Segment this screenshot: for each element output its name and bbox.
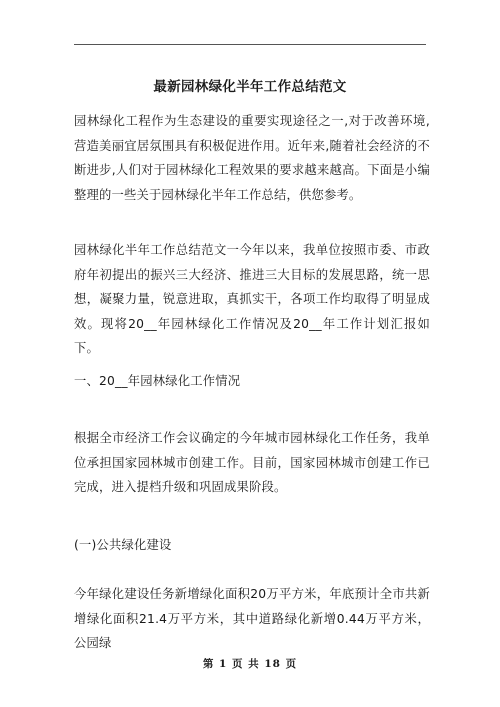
paragraph-subsection-body: 今年绿化建设任务新增绿化面积20万平方米，年底预计全市共新增绿化面积21.4万平方米，其中道路绿化新增0.44万平方米，公园绿 <box>74 587 430 650</box>
paragraph-overview: 园林绿化半年工作总结范文一今年以来，我单位按照市委、市政府年初提出的振兴三大经济、推进三大目标的发展思路，统一思想，凝聚力量，锐意进取，真抓实干，各项工作均取得了明显成效。现将20__年园林绿化工作情况及20__年工作计划汇报如下。 <box>74 243 430 355</box>
page-footer: 第 1 页 共 18 页 <box>202 658 298 670</box>
document-title: 最新园林绿化半年工作总结范文 <box>153 79 347 95</box>
paragraph-intro: 园林绿化工程作为生态建设的重要实现途径之一,对于改善环境,营造美丽宜居氛围具有积极促进作用。近年来,随着社会经济的不断进步,人们对于园林绿化工程效果的要求越来越高。下面是小编整理的一些关于园林绿化半年工作总结，供您参考。 <box>74 114 430 202</box>
section-heading: 一、20__年园林绿化工作情况 <box>74 374 241 388</box>
header-rule <box>74 44 426 45</box>
subsection-heading: (一)公共绿化建设 <box>74 538 172 552</box>
paragraph-section-body: 根据全市经济工作会议确定的今年城市园林绿化工作任务，我单位承担国家园林城市创建工作。目前，国家园林城市创建工作已完成，进入提档升级和巩固成果阶段。 <box>74 431 430 494</box>
